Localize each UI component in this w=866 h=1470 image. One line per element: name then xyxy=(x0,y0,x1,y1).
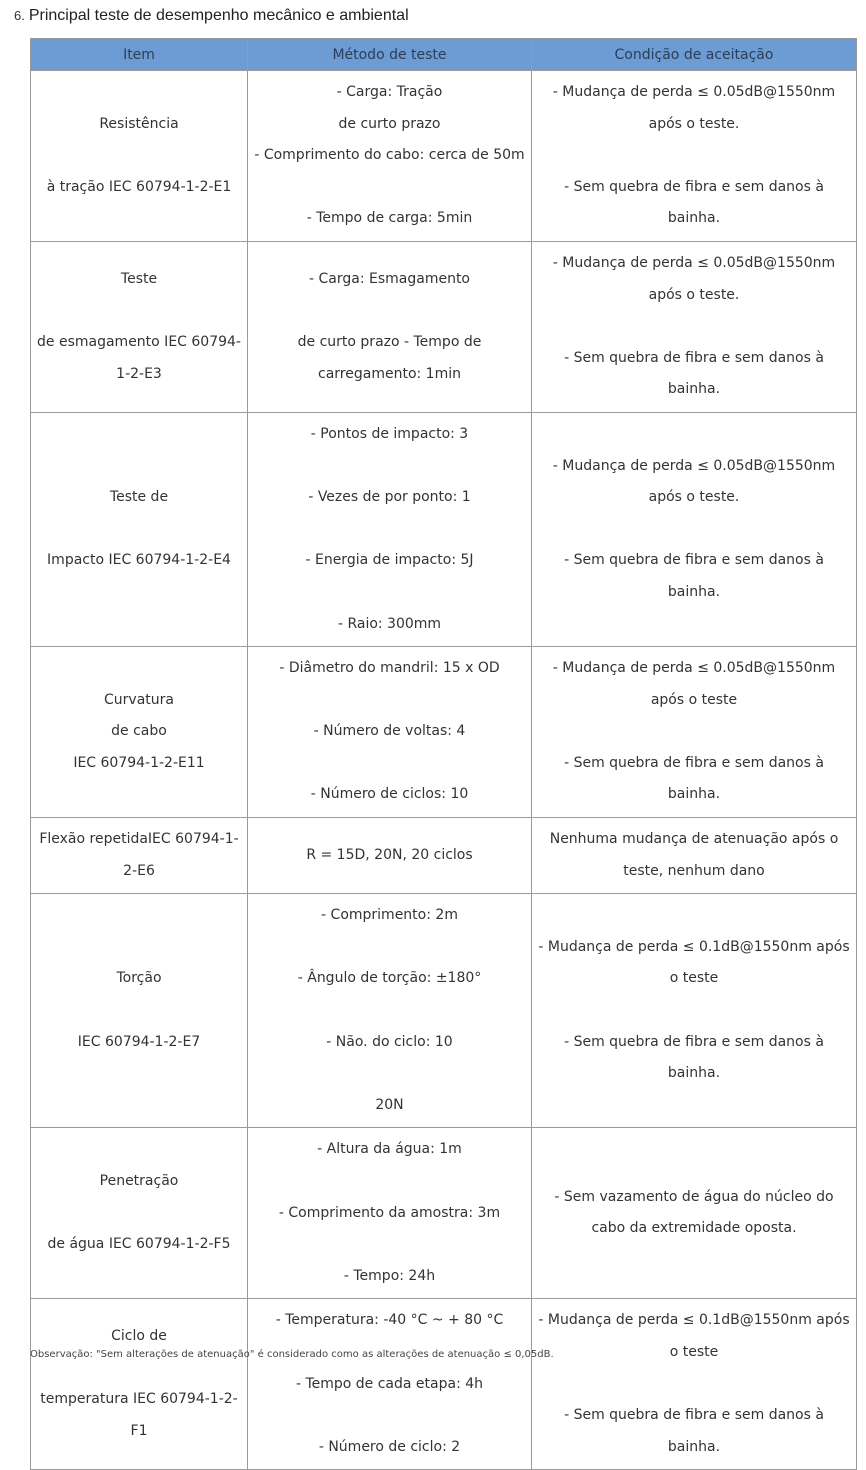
cell-line xyxy=(538,995,850,1027)
cell-line: - Carga: Esmagamento xyxy=(309,270,470,287)
cell-line xyxy=(254,577,525,609)
table-row xyxy=(31,818,857,894)
cell-line: Resistência xyxy=(99,115,179,132)
method-cell xyxy=(248,1299,532,1470)
cell-line: Impacto IEC 60794-1-2-E4 xyxy=(47,552,231,569)
item-cell xyxy=(31,894,248,1128)
table-row xyxy=(31,1128,857,1299)
cell-line: - Diâmetro do mandril: 15 x OD xyxy=(279,660,500,677)
cell-line: Curvatura xyxy=(104,691,174,708)
cell-line xyxy=(37,295,241,327)
cell-line: - Temperatura: -40 °C ~ + 80 °C xyxy=(275,1312,504,1329)
table-header-row xyxy=(31,39,857,71)
cell-line: - Ângulo de torção: ±180° xyxy=(297,970,482,987)
cell-line xyxy=(254,1229,525,1261)
table-row xyxy=(31,412,857,646)
cell-line: - Sem quebra de fibra e sem danos à bainha. xyxy=(564,552,824,600)
cell-line: - Comprimento do cabo: cerca de 50m xyxy=(254,147,525,164)
cell-line: - Mudança de perda ≤ 0.1dB@1550nm após o teste xyxy=(538,938,850,987)
cell-line xyxy=(254,514,525,546)
header-acceptance: Condição de aceitação xyxy=(532,39,857,71)
cell-line: - Raio: 300mm xyxy=(337,615,442,632)
acceptance-cell xyxy=(532,894,857,1128)
cell-line: - Pontos de impacto: 3 xyxy=(310,425,469,442)
cell-line: Ciclo de xyxy=(111,1328,167,1345)
item-cell xyxy=(31,1299,248,1470)
cell-line: - Comprimento da amostra: 3m xyxy=(278,1204,501,1221)
test-table xyxy=(30,38,857,1470)
table-row xyxy=(31,71,857,242)
cell-line: - Mudança de perda ≤ 0.05dB@1550nm xyxy=(552,457,836,474)
cell-line: R = 15D, 20N, 20 ciclos xyxy=(306,846,473,863)
method-cell xyxy=(248,241,532,412)
cell-line: temperatura IEC 60794-1-2-F1 xyxy=(40,1391,238,1439)
cell-line xyxy=(254,451,525,483)
acceptance-cell xyxy=(532,71,857,242)
cell-line xyxy=(254,1058,525,1090)
cell-line xyxy=(254,1166,525,1198)
cell-line: - Número de ciclos: 10 xyxy=(310,786,469,803)
section-title: Principal teste de desempenho mecânico e ambiental xyxy=(28,7,409,24)
cell-line: de curto prazo xyxy=(338,115,441,132)
acceptance-cell xyxy=(532,1128,857,1299)
cell-line: - Número de voltas: 4 xyxy=(313,723,466,740)
item-cell xyxy=(31,818,248,894)
method-cell xyxy=(248,1128,532,1299)
table-row xyxy=(31,241,857,412)
cell-line xyxy=(538,140,850,172)
cell-line xyxy=(254,172,525,204)
cell-line xyxy=(538,514,850,546)
acceptance-cell xyxy=(532,241,857,412)
cell-line: - Sem quebra de fibra e sem danos à bainha. xyxy=(564,754,824,803)
cell-line: Teste de xyxy=(109,489,169,506)
cell-line xyxy=(538,716,850,748)
cell-line: após o teste. xyxy=(648,286,740,303)
method-cell xyxy=(248,894,532,1128)
cell-line: - Energia de impacto: 5J xyxy=(305,552,474,569)
cell-line xyxy=(37,1198,241,1230)
cell-line: de esmagamento IEC 60794-1-2-E3 xyxy=(37,333,241,382)
cell-line: IEC 60794-1-2-E7 xyxy=(77,1033,201,1050)
item-cell xyxy=(31,1128,248,1299)
section-heading xyxy=(14,7,409,25)
table-row xyxy=(31,894,857,1128)
item-cell xyxy=(31,71,248,242)
cell-line: 20N xyxy=(375,1096,404,1113)
method-cell xyxy=(248,71,532,242)
item-cell xyxy=(31,647,248,818)
cell-line: - Tempo de carga: 5min xyxy=(306,210,473,227)
cell-line: - Sem quebra de fibra e sem danos à bainha. xyxy=(564,1033,824,1082)
cell-line: - Tempo: 24h xyxy=(343,1267,436,1284)
cell-line xyxy=(37,995,241,1027)
cell-line: - Mudança de perda ≤ 0.05dB@1550nm xyxy=(552,660,836,677)
cell-line: - Mudança de perda ≤ 0.05dB@1550nm xyxy=(552,84,836,100)
cell-line xyxy=(37,140,241,172)
cell-line: Teste xyxy=(120,270,158,287)
method-cell xyxy=(248,412,532,646)
cell-line: - Tempo de cada etapa: 4h xyxy=(295,1375,484,1392)
cell-line xyxy=(254,995,525,1027)
cell-line: de curto prazo - Tempo de carregamento: 1min xyxy=(297,333,482,382)
cell-line: - Sem vazamento de água do núcleo do cabo da extremidade oposta. xyxy=(554,1188,834,1237)
cell-line: - Altura da água: 1m xyxy=(317,1141,462,1158)
cell-line: - Sem quebra de fibra e sem danos à bainha. xyxy=(564,349,824,398)
cell-line xyxy=(254,748,525,780)
cell-line: - Vezes de por ponto: 1 xyxy=(308,489,471,506)
footnote: Observação: "Sem alterações de atenuação" é considerado como as alterações de atenuação ≤ 0,05dB. xyxy=(30,1349,554,1360)
method-cell xyxy=(248,818,532,894)
acceptance-cell xyxy=(532,647,857,818)
cell-line xyxy=(254,685,525,717)
table-row xyxy=(31,1299,857,1470)
cell-line xyxy=(254,1400,525,1432)
cell-line: após o teste. xyxy=(648,115,740,132)
cell-line xyxy=(538,1369,850,1401)
cell-line: - Não. do ciclo: 10 xyxy=(326,1033,453,1050)
cell-line: à tração IEC 60794-1-2-E1 xyxy=(46,178,232,195)
cell-line: - Sem quebra de fibra e sem danos à bainha. xyxy=(564,1407,824,1455)
cell-line xyxy=(254,932,525,964)
item-cell xyxy=(31,241,248,412)
header-item: Item xyxy=(31,39,248,71)
acceptance-cell xyxy=(532,818,857,894)
cell-line: - Sem quebra de fibra e sem danos à bainha. xyxy=(564,178,824,227)
cell-line: de cabo xyxy=(111,723,167,740)
header-method: Método de teste xyxy=(248,39,532,71)
acceptance-cell xyxy=(532,412,857,646)
cell-line: após o teste. xyxy=(648,489,740,506)
cell-line: - Mudança de perda ≤ 0.05dB@1550nm xyxy=(552,254,836,271)
cell-line: Flexão repetidaIEC 60794-1-2-E6 xyxy=(39,831,239,879)
cell-line: Torção xyxy=(116,970,162,987)
cell-line: de água IEC 60794-1-2-F5 xyxy=(47,1236,231,1253)
section-number: 6. xyxy=(14,8,25,23)
cell-line: - Número de ciclo: 2 xyxy=(318,1438,461,1455)
method-cell xyxy=(248,647,532,818)
cell-line xyxy=(538,311,850,343)
cell-line: - Mudança de perda ≤ 0.1dB@1550nm após o teste xyxy=(538,1312,850,1360)
cell-line: após o teste xyxy=(650,691,738,708)
cell-line: Nenhuma mudança de atenuação após o teste, nenhum dano xyxy=(549,831,839,879)
cell-line xyxy=(37,514,241,546)
table-row xyxy=(31,647,857,818)
acceptance-cell xyxy=(532,1299,857,1470)
cell-line xyxy=(254,295,525,327)
cell-line: - Carga: Tração xyxy=(336,84,443,100)
cell-line: - Comprimento: 2m xyxy=(321,907,458,924)
item-cell xyxy=(31,412,248,646)
cell-line: Penetração xyxy=(99,1173,179,1189)
cell-line: IEC 60794-1-2-E11 xyxy=(73,754,205,771)
